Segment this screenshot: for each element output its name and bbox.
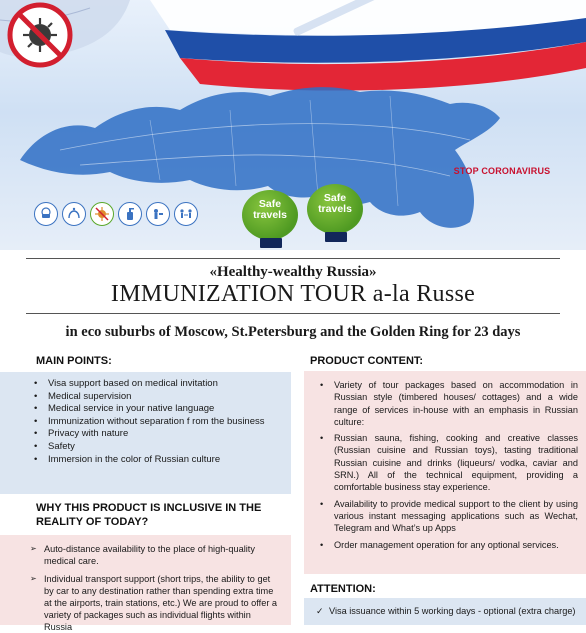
attention-box xyxy=(304,598,586,625)
title-kicker: «Healthy-wealthy Russia» xyxy=(209,264,377,280)
wttc-logo-icon xyxy=(260,238,282,248)
why-heading: WHY THIS PRODUCT IS INCLUSIVE IN THE REALITY OF TODAY? xyxy=(36,502,262,528)
attention-list xyxy=(316,605,578,617)
main-points-heading: MAIN POINTS: xyxy=(36,355,112,367)
safe-travels-label: Safe travels xyxy=(318,192,352,215)
hand-wash-icon xyxy=(62,202,86,226)
virus-icon xyxy=(0,0,80,70)
product-heading: PRODUCT CONTENT: xyxy=(310,355,424,367)
page-subtitle: in eco suburbs of Moscow, St.Petersburg and the Golden Ring for 23 days xyxy=(65,324,521,340)
safe-travels-badge xyxy=(242,190,298,240)
list-item: • Russian sauna, fishing, cooking and creative classes (Russian cuisine and Russian toys), tasting traditional Russian cuisine and drinks (liqueurs/ vodka, caviar and SRN.) All of the technical equipment, providing a comfortable business stay experience. xyxy=(320,432,578,493)
product-list xyxy=(320,379,578,551)
list-item: • Immunization without separation f rom the business xyxy=(34,416,285,429)
stop-coronavirus-label: STOP CORONAVIRUS xyxy=(453,166,551,176)
virus-icon xyxy=(90,202,114,226)
list-item: • Order management operation for any optional services. xyxy=(320,539,578,551)
disinfection-icon xyxy=(146,202,170,226)
distance-icon xyxy=(174,202,198,226)
hero-banner xyxy=(0,0,586,250)
list-item: • Immersion in the color of Russian culture xyxy=(34,454,285,467)
list-item: • Visa support based on medical invitation xyxy=(34,378,285,391)
safe-travels-label: Safe travels xyxy=(253,198,287,221)
why-box xyxy=(0,535,291,632)
product-box xyxy=(304,371,586,574)
wttc-logo-icon xyxy=(325,232,347,242)
face-mask-icon xyxy=(34,202,58,226)
safe-travels-badge xyxy=(307,184,363,234)
list-item: • Safety xyxy=(34,441,285,454)
attention-heading: ATTENTION: xyxy=(310,583,376,595)
list-item: ✓ Visa issuance within 5 working days - optional (extra charge) xyxy=(316,605,578,617)
list-item: • Variety of tour packages based on accommodation in Russian style (timbered houses/ cottages) and a wide range of services in-house with an emphasis in Russian culture: xyxy=(320,379,578,428)
title-rule-bottom xyxy=(26,313,560,314)
why-list xyxy=(32,543,281,633)
list-item: • Medical service in your native language xyxy=(34,403,285,416)
list-item: ➢ Individual transport support (short trips, the ability to get by car to any destination rather than spending extra time at the airports, train stations, etc.) We are proud to offer a variety of packages such as individual flights within Russia xyxy=(32,573,281,633)
list-item: ➢ Auto-distance availability to the place of high-quality medical care. xyxy=(32,543,281,567)
list-item: • Medical supervision xyxy=(34,391,285,404)
list-item: • Privacy with nature xyxy=(34,428,285,441)
main-points-list xyxy=(34,378,285,466)
sanitizer-icon xyxy=(118,202,142,226)
main-points-box xyxy=(0,372,291,494)
page-title: IMMUNIZATION TOUR a-la Russe xyxy=(110,281,476,307)
list-item: • Availability to provide medical support to the client by using various instant messaging applications such as Wechat, Telegram and What’s up Apps xyxy=(320,498,578,535)
safety-icon-row xyxy=(34,202,198,226)
title-rule-top xyxy=(26,258,560,259)
